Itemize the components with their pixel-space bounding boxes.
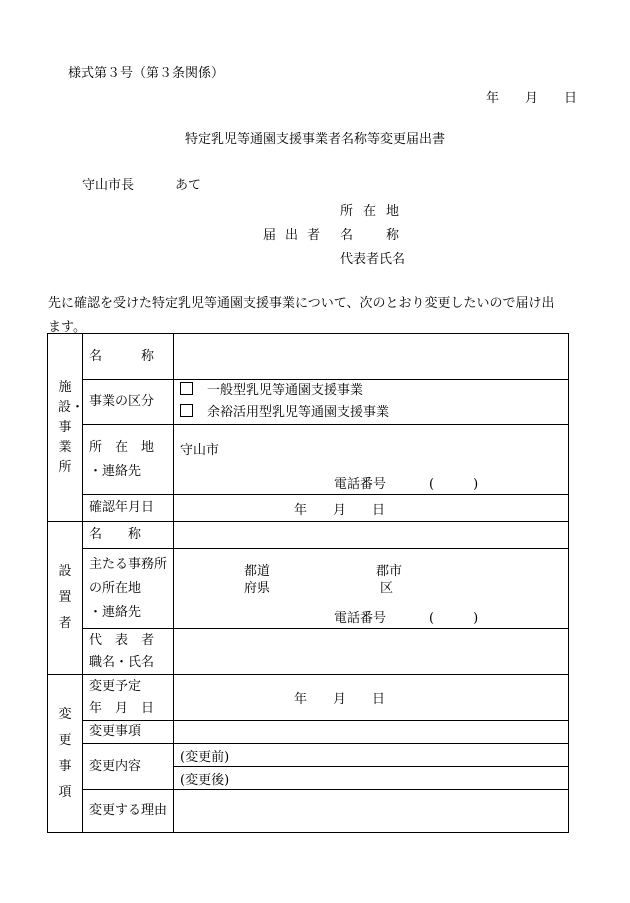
scheduled-date-field[interactable]: 年 月 日 [174, 675, 569, 721]
facility-category-label: 事業の区分 [83, 380, 174, 425]
facility-phone-paren: ( ) [429, 477, 479, 492]
confirm-date-field[interactable]: 年 月 日 [174, 495, 569, 522]
facility-name-field[interactable] [174, 334, 569, 380]
facility-category-options [174, 380, 569, 425]
addressee-suffix: あて [175, 178, 202, 193]
section-change: 変更事項 [48, 675, 83, 833]
establisher-rep-label: 代 表 者 職名・氏名 [83, 629, 174, 675]
body-text-line1: 先に確認を受けた特定乳児等通園支援事業について、次のとおり変更したいので届け出 [48, 296, 555, 311]
change-item-field[interactable] [174, 721, 569, 744]
submission-date: 年 月 日 [486, 91, 578, 106]
body-text-line2: ます。 [48, 320, 86, 335]
checkbox-icon[interactable] [180, 382, 193, 395]
establisher-name-label: 名 称 [83, 522, 174, 549]
establisher-name-field[interactable] [174, 522, 569, 549]
change-reason-label: 変更する理由 [83, 790, 174, 833]
facility-location-field[interactable] [174, 425, 569, 495]
form-table [47, 333, 569, 833]
applicant-label: 届出者 [263, 228, 330, 243]
facility-location-label: 所 在 地 ・連絡先 [83, 425, 174, 495]
change-item-label: 変更事項 [83, 721, 174, 744]
establisher-office-field[interactable] [174, 549, 569, 629]
prefecture-label: 都道 府県 [244, 564, 271, 596]
page-title: 特定乳児等通園支援事業者名称等変更届出書 [184, 132, 445, 147]
scheduled-date-label: 変更予定 年 月 日 [83, 675, 174, 721]
establisher-phone-paren: ( ) [429, 611, 479, 626]
facility-city: 守山市 [180, 443, 220, 458]
establisher-rep-field[interactable] [174, 629, 569, 675]
establisher-office-label: 主たる事務所 の所在地 ・連絡先 [83, 549, 174, 629]
applicant-fields [340, 200, 409, 272]
facility-name-label: 名 称 [83, 334, 174, 380]
applicant-name-label: 名 称 [340, 228, 410, 243]
change-reason-field[interactable] [174, 790, 569, 833]
category-option-surplus[interactable]: 余裕活用型乳児等通園支援事業 [180, 402, 568, 424]
checkbox-icon[interactable] [180, 404, 193, 417]
addressee: 守山市長 [82, 178, 135, 193]
confirm-date-label: 確認年月日 [83, 495, 174, 522]
section-establisher: 設置者 [48, 522, 83, 675]
change-after-field[interactable]: (変更後) [174, 767, 569, 790]
category-option-general[interactable]: 一般型乳児等通園支援事業 [180, 380, 568, 402]
applicant-address-label: 所在地 [340, 204, 410, 219]
change-content-label: 変更内容 [83, 744, 174, 790]
establisher-phone-label: 電話番号 [334, 611, 387, 626]
city-district-label: 郡市 区 [376, 564, 403, 596]
section-facility: 施設・事業所 [48, 334, 83, 522]
form-number: 様式第３号（第３条関係） [68, 66, 225, 81]
facility-phone-label: 電話番号 [334, 477, 387, 492]
applicant-rep-label: 代表者氏名 [340, 252, 406, 267]
change-before-field[interactable]: (変更前) [174, 744, 569, 767]
